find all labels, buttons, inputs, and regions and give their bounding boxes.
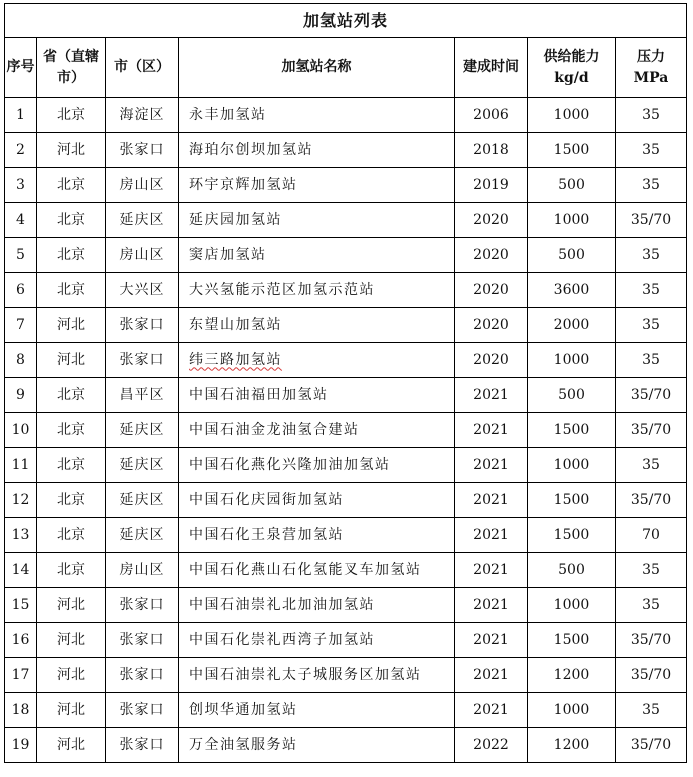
cell-no: 18 [5, 693, 37, 728]
cell-no: 5 [5, 238, 37, 273]
cell-pressure: 35 [616, 98, 687, 133]
cell-city: 延庆区 [106, 448, 179, 483]
cell-province: 北京 [37, 378, 106, 413]
header-name [179, 38, 455, 98]
cell-pressure: 35 [616, 168, 687, 203]
cell-name: 中国石化王泉营加氢站 [179, 518, 455, 553]
cell-capacity: 1200 [528, 658, 616, 693]
cell-province: 北京 [37, 168, 106, 203]
cell-no: 3 [5, 168, 37, 203]
header-pressure [616, 38, 687, 98]
cell-pressure: 35/70 [616, 203, 687, 238]
cell-pressure: 35 [616, 693, 687, 728]
cell-no: 10 [5, 413, 37, 448]
cell-name: 中国石油金龙油氢合建站 [179, 413, 455, 448]
cell-year: 2020 [455, 273, 528, 308]
cell-capacity: 1500 [528, 483, 616, 518]
cell-name: 万全油氢服务站 [179, 728, 455, 763]
table-row [5, 343, 687, 378]
table-row [5, 273, 687, 308]
header-province [37, 38, 106, 98]
cell-capacity: 1000 [528, 448, 616, 483]
cell-name: 中国石油崇礼北加油加氢站 [179, 588, 455, 623]
cell-city: 大兴区 [106, 273, 179, 308]
cell-province: 河北 [37, 343, 106, 378]
table-row [5, 623, 687, 658]
cell-pressure: 35 [616, 308, 687, 343]
table-row [5, 448, 687, 483]
header-pressure-unit: MPa [633, 69, 669, 86]
cell-year: 2020 [455, 343, 528, 378]
cell-capacity: 1000 [528, 588, 616, 623]
cell-name [179, 343, 455, 378]
cell-name: 大兴氢能示范区加氢示范站 [179, 273, 455, 308]
cell-province: 河北 [37, 623, 106, 658]
table-row [5, 203, 687, 238]
table-title: 加氢站列表 [5, 4, 687, 38]
cell-no: 15 [5, 588, 37, 623]
cell-no: 12 [5, 483, 37, 518]
cell-province: 北京 [37, 448, 106, 483]
cell-capacity: 1000 [528, 203, 616, 238]
cell-pressure: 35 [616, 448, 687, 483]
table-row [5, 238, 687, 273]
header-row [5, 38, 687, 98]
cell-name: 东望山加氢站 [179, 308, 455, 343]
cell-city: 张家口 [106, 343, 179, 378]
cell-province: 河北 [37, 728, 106, 763]
header-city [106, 38, 179, 98]
header-pressure-label: 压力 [637, 48, 666, 65]
hydrogen-station-table [4, 3, 687, 763]
header-capacity [528, 38, 616, 98]
cell-pressure: 35 [616, 343, 687, 378]
cell-year: 2021 [455, 483, 528, 518]
table-row [5, 553, 687, 588]
cell-capacity: 500 [528, 238, 616, 273]
cell-pressure: 35/70 [616, 378, 687, 413]
cell-province: 北京 [37, 98, 106, 133]
cell-province: 北京 [37, 203, 106, 238]
cell-pressure: 35 [616, 133, 687, 168]
cell-no: 8 [5, 343, 37, 378]
cell-capacity: 1000 [528, 98, 616, 133]
cell-city: 张家口 [106, 658, 179, 693]
cell-no: 7 [5, 308, 37, 343]
cell-no: 2 [5, 133, 37, 168]
header-index-label: 序号 [6, 59, 35, 75]
cell-city: 张家口 [106, 693, 179, 728]
cell-year: 2022 [455, 728, 528, 763]
cell-pressure: 35/70 [616, 728, 687, 763]
cell-city: 张家口 [106, 623, 179, 658]
cell-capacity: 1500 [528, 623, 616, 658]
table-row [5, 308, 687, 343]
cell-city: 房山区 [106, 168, 179, 203]
cell-city: 延庆区 [106, 518, 179, 553]
cell-capacity: 1500 [528, 518, 616, 553]
cell-province: 河北 [37, 693, 106, 728]
cell-year: 2021 [455, 553, 528, 588]
cell-city: 张家口 [106, 728, 179, 763]
table-row [5, 693, 687, 728]
header-name-label: 加氢站名称 [281, 59, 352, 75]
cell-year: 2021 [455, 448, 528, 483]
cell-city: 张家口 [106, 133, 179, 168]
cell-year: 2006 [455, 98, 528, 133]
cell-capacity: 1000 [528, 343, 616, 378]
cell-province: 北京 [37, 483, 106, 518]
cell-capacity: 1000 [528, 693, 616, 728]
table-row [5, 133, 687, 168]
cell-no: 16 [5, 623, 37, 658]
cell-year: 2020 [455, 203, 528, 238]
cell-province: 北京 [37, 273, 106, 308]
cell-name: 中国石油福田加氢站 [179, 378, 455, 413]
cell-no: 9 [5, 378, 37, 413]
cell-name: 中国石化崇礼西湾子加氢站 [179, 623, 455, 658]
cell-year: 2021 [455, 378, 528, 413]
cell-year: 2021 [455, 518, 528, 553]
cell-year: 2021 [455, 588, 528, 623]
cell-pressure: 35 [616, 588, 687, 623]
cell-capacity: 1500 [528, 133, 616, 168]
table-row [5, 378, 687, 413]
cell-name: 永丰加氢站 [179, 98, 455, 133]
cell-year: 2020 [455, 238, 528, 273]
cell-name: 中国石化燕化兴隆加油加氢站 [179, 448, 455, 483]
cell-no: 4 [5, 203, 37, 238]
header-year-label: 建成时间 [463, 59, 519, 75]
cell-name: 中国石化燕山石化氢能叉车加氢站 [179, 553, 455, 588]
cell-no: 17 [5, 658, 37, 693]
cell-year: 2021 [455, 693, 528, 728]
cell-year: 2021 [455, 623, 528, 658]
cell-pressure: 35/70 [616, 413, 687, 448]
cell-capacity: 500 [528, 168, 616, 203]
cell-name: 环宇京辉加氢站 [179, 168, 455, 203]
cell-province: 河北 [37, 133, 106, 168]
cell-province: 河北 [37, 658, 106, 693]
cell-name: 延庆园加氢站 [179, 203, 455, 238]
cell-name: 创坝华通加氢站 [179, 693, 455, 728]
header-capacity-unit: kg/d [554, 69, 589, 86]
spellcheck-underlined-text: 纬三路加氢站 [189, 351, 282, 368]
table-row [5, 518, 687, 553]
cell-city: 张家口 [106, 588, 179, 623]
cell-city: 房山区 [106, 238, 179, 273]
cell-no: 1 [5, 98, 37, 133]
cell-no: 11 [5, 448, 37, 483]
cell-pressure: 35 [616, 553, 687, 588]
cell-year: 2019 [455, 168, 528, 203]
cell-year: 2021 [455, 413, 528, 448]
cell-no: 13 [5, 518, 37, 553]
table-row [5, 588, 687, 623]
cell-no: 14 [5, 553, 37, 588]
cell-province: 河北 [37, 588, 106, 623]
table-row [5, 98, 687, 133]
cell-pressure: 35/70 [616, 623, 687, 658]
cell-year: 2021 [455, 658, 528, 693]
cell-province: 河北 [37, 308, 106, 343]
table-row [5, 413, 687, 448]
cell-capacity: 2000 [528, 308, 616, 343]
cell-city: 延庆区 [106, 483, 179, 518]
cell-province: 北京 [37, 238, 106, 273]
cell-name: 中国石化庆园街加氢站 [179, 483, 455, 518]
cell-province: 北京 [37, 518, 106, 553]
cell-pressure: 35/70 [616, 483, 687, 518]
cell-pressure: 35 [616, 238, 687, 273]
cell-year: 2020 [455, 308, 528, 343]
cell-capacity: 3600 [528, 273, 616, 308]
header-province-label: 省（直辖市） [43, 48, 99, 86]
header-index [5, 38, 37, 98]
table-body [5, 98, 687, 763]
cell-province: 北京 [37, 413, 106, 448]
header-city-label: 市（区） [114, 59, 170, 75]
table-row [5, 658, 687, 693]
cell-city: 延庆区 [106, 203, 179, 238]
cell-no: 19 [5, 728, 37, 763]
cell-capacity: 1200 [528, 728, 616, 763]
cell-city: 延庆区 [106, 413, 179, 448]
cell-no: 6 [5, 273, 37, 308]
cell-pressure: 35 [616, 273, 687, 308]
cell-capacity: 1500 [528, 413, 616, 448]
header-year [455, 38, 528, 98]
cell-name: 窦店加氢站 [179, 238, 455, 273]
cell-name: 中国石油崇礼太子城服务区加氢站 [179, 658, 455, 693]
cell-pressure: 70 [616, 518, 687, 553]
cell-province: 北京 [37, 553, 106, 588]
cell-name: 海珀尔创坝加氢站 [179, 133, 455, 168]
cell-city: 海淀区 [106, 98, 179, 133]
cell-year: 2018 [455, 133, 528, 168]
cell-city: 房山区 [106, 553, 179, 588]
table-row [5, 728, 687, 763]
cell-capacity: 500 [528, 378, 616, 413]
cell-city: 昌平区 [106, 378, 179, 413]
cell-pressure: 35/70 [616, 658, 687, 693]
table-row [5, 483, 687, 518]
table-row [5, 168, 687, 203]
cell-city: 张家口 [106, 308, 179, 343]
header-capacity-label: 供给能力 [543, 48, 600, 65]
cell-capacity: 500 [528, 553, 616, 588]
